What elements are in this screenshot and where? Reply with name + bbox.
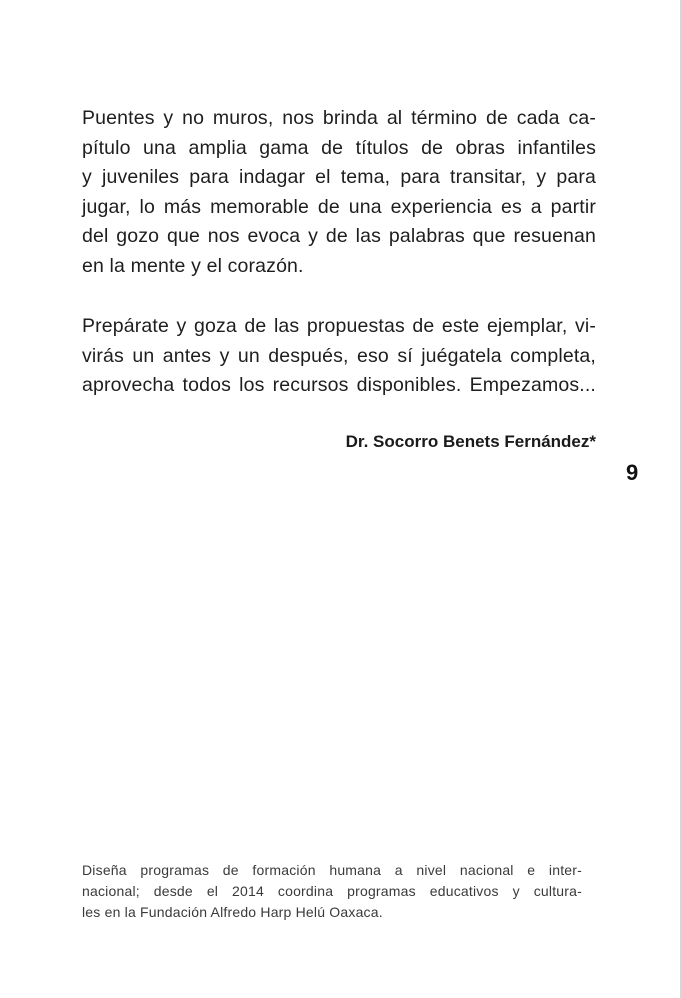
author-signature: Dr. Socorro Benets Fernández* [345,432,596,451]
text-line: aprovecha todos los recursos disponibles. Empezamos... [82,374,596,396]
body-paragraph-1 [82,104,596,281]
text-line: Puentes y no muros, nos brinda al término de cada ca- [82,107,596,129]
text-line: pítulo una amplia gama de títulos de obras infantiles [82,136,596,159]
text-line: Prepárate y goza de las propuestas de este ejemplar, vi- [82,315,596,337]
footnote-line: nacional; desde el 2014 coordina programas educativos y cultura- [82,883,582,899]
body-paragraph-2 [82,312,596,401]
author-footnote [82,860,582,923]
text-line: en la mente y el corazón. [82,254,304,277]
footnote-line: Diseña programas de formación humana a nivel nacional e inter- [82,862,582,878]
text-line: y juveniles para indagar el tema, para transitar, y para [82,166,596,188]
text-line: del gozo que nos evoca y de las palabras que resuenan [82,225,596,247]
footnote-line: les en la Fundación Alfredo Harp Helú Oaxaca. [82,904,383,920]
page-number: 9 [626,460,639,485]
text-line: jugar, lo más memorable de una experiencia es a partir [82,195,596,218]
text-line: virás un antes y un después, eso sí juégatela completa, [82,344,596,367]
